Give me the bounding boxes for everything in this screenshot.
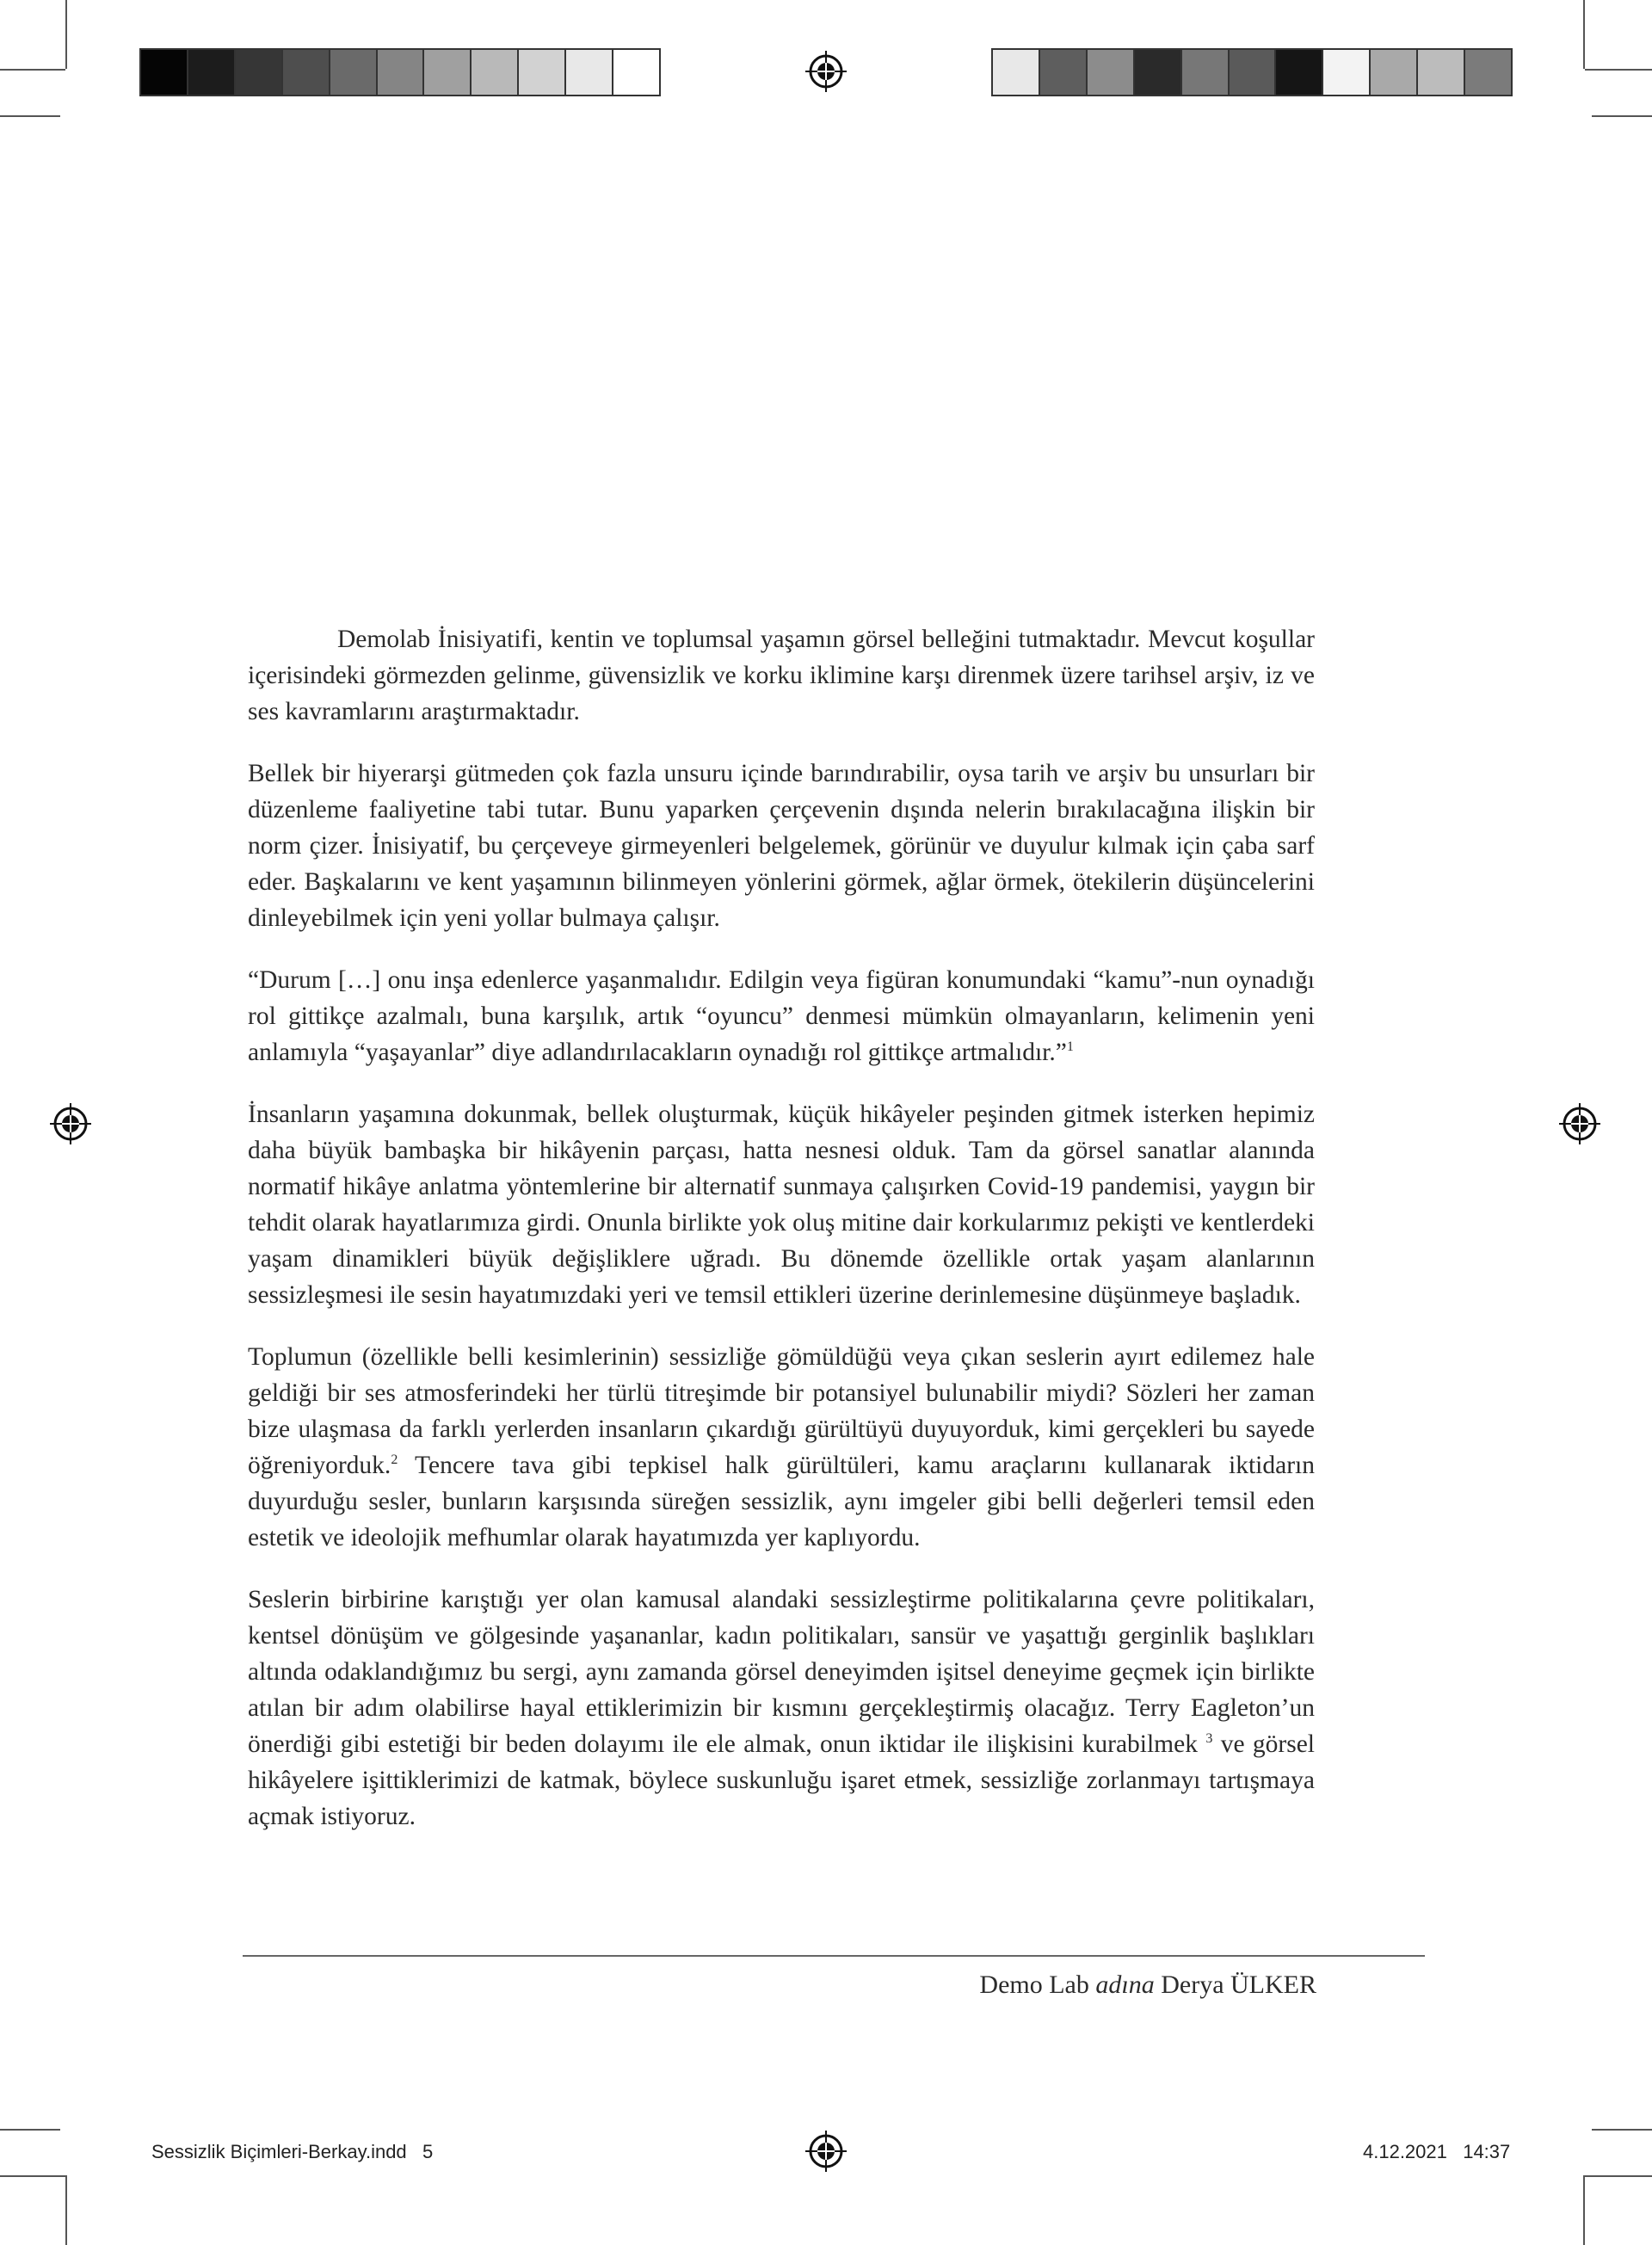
color-swatch xyxy=(424,50,472,95)
color-swatch xyxy=(283,50,330,95)
body-text xyxy=(248,621,1315,1860)
registration-mark-icon xyxy=(1557,1101,1602,1146)
signature xyxy=(979,1967,1316,2003)
separator-rule xyxy=(243,1955,1425,1957)
quote-text: “Durum […] onu inşa edenlerce yaşanmalıdır. Edilgin veya figüran konumundaki “kamu”-nun oynadığı rol gittikçe azalmalı, buna karşılık, artık “oyuncu” denmesi mümkün olmayanların, kelimenin yeni anlamıyla “yaşayanlar” diye adlandırılacakların oynadığı rol gittikçe artmalıdır.” xyxy=(248,966,1315,1066)
color-swatch xyxy=(1371,50,1418,95)
color-swatch xyxy=(566,50,613,95)
color-bar-right xyxy=(991,48,1513,96)
color-swatch xyxy=(1465,50,1511,95)
signature-name: Derya ÜLKER xyxy=(1161,1971,1316,1999)
crop-mark xyxy=(1583,0,1585,69)
paragraph-text: Tencere tava gibi tepkisel halk gürültüleri, kamu araçlarını kullanarak iktidarın duyurduğu sesler, bunların karşısında süreğen sessizlik, aynı imgeler gibi belli değerleri temsil eden estetik ve ideolojik mefhumlar olarak hayatımızda yer kaplıyordu. xyxy=(248,1452,1315,1551)
color-swatch xyxy=(993,50,1040,95)
paragraph: Bellek bir hiyerarşi gütmeden çok fazla unsuru içinde barındırabilir, oysa tarih ve arşiv bu unsurları bir düzenleme faaliyetine tabi tutar. Bunu yaparken çerçevenin dışında nelerin bırakılacağına ilişkin bir norm çizer. İnisiyatif, bu çerçeveye girmeyenleri belgelemek, görünür ve duyulur kılmak için çaba sarf eder. Başkalarını ve kent yaşamının bilinmeyen yönlerini görmek, ağlar örmek, ötekilerin düşüncelerini dinleyebilmek için yeni yollar bulmaya çalışır. xyxy=(248,760,1315,932)
color-bar-left xyxy=(139,48,661,96)
registration-mark-icon xyxy=(804,49,848,94)
registration-mark-icon xyxy=(48,1101,93,1146)
color-swatch xyxy=(519,50,566,95)
crop-mark xyxy=(1585,2175,1652,2177)
color-swatch xyxy=(330,50,378,95)
signature-org: Demo Lab xyxy=(979,1971,1089,1999)
crop-mark xyxy=(65,0,67,69)
paragraph xyxy=(248,1582,1315,1835)
color-swatch xyxy=(236,50,283,95)
crop-mark xyxy=(0,115,60,117)
registration-mark-icon xyxy=(804,2129,848,2174)
signature-on-behalf: adına xyxy=(1095,1971,1155,1999)
footnote-ref: 3 xyxy=(1205,1731,1213,1747)
color-swatch xyxy=(613,50,659,95)
paragraph-text: Seslerin birbirine karıştığı yer olan kamusal alandaki sessizleştirme politikalarına çevre politikaları, kentsel dönüşüm ve gölgesinde yaşananlar, kadın politikaları, sansür ve yaşattığı gerginlik başlıkları altında odaklandığımız bu sergi, aynı zamanda görsel deneyimden işitsel deneyime geçmek için birlikte atılan bir adım olabilirse hayal ettiklerimizin bir kısmını gerçekleştirmiş olacağız. Terry Eagleton’un önerdiği gibi estetiği bir beden dolayımı ile ele almak, onun iktidar ile ilişkisini kurabilmek xyxy=(248,1586,1315,1758)
crop-mark xyxy=(1592,115,1652,117)
paragraph: İnsanların yaşamına dokunmak, bellek oluşturmak, küçük hikâyeler peşinden gitmek isterken hepimiz daha büyük bambaşka bir hikâyenin parçası, hatta nesnesi olduk. Tam da görsel sanatlar alanında normatif hikâye anlatma yöntemlerine bir alternatif sunmaya çalışırken Covid-19 pandemisi, yaygın bir tehdit olarak hayatlarımıza girdi. Onunla birlikte yok oluş mitine dair korkularımız pekişti ve kentlerdeki yaşam dinamikleri büyük değişliklere uğradı. Bu dönemde özellikle ortak yaşam alanlarının sessizleşmesi ile sesin hayatımızdaki yeri ve temsil ettikleri üzerine derinlemesine düşünmeye başladık. xyxy=(248,1101,1315,1309)
crop-mark xyxy=(0,2129,60,2131)
color-swatch xyxy=(1418,50,1465,95)
color-swatch xyxy=(1040,50,1088,95)
color-swatch xyxy=(188,50,236,95)
color-swatch xyxy=(141,50,188,95)
color-swatch xyxy=(378,50,425,95)
crop-mark xyxy=(65,2175,67,2245)
footnote-ref: 1 xyxy=(1066,1039,1074,1055)
color-swatch xyxy=(1088,50,1135,95)
color-swatch xyxy=(1135,50,1182,95)
color-swatch xyxy=(1323,50,1371,95)
color-swatch xyxy=(1182,50,1230,95)
crop-mark xyxy=(0,69,65,71)
footer-filename: Sessizlik Biçimleri-Berkay.indd 5 xyxy=(151,2141,434,2162)
paragraph-text: ve görsel hikâyelere işittiklerimizi de katmak, böylece suskunluğu işaret etmek, sessizliğe zorlanmayı tartışmaya açmak istiyoruz. xyxy=(248,1730,1316,1830)
color-swatch xyxy=(472,50,519,95)
paragraph: Demolab İnisiyatifi, kentin ve toplumsal yaşamın görsel belleğini tutmaktadır. Mevcut koşullar içerisindeki görmezden gelinme, güvensizlik ve korku iklimine karşı direnmek üzere tarihsel arşiv, iz ve ses kavramlarını araştırmaktadır. xyxy=(248,626,1315,725)
crop-mark xyxy=(0,2175,65,2177)
color-swatch xyxy=(1230,50,1277,95)
paragraph xyxy=(248,962,1315,1070)
paragraph xyxy=(248,1339,1315,1556)
footnote-ref: 2 xyxy=(391,1452,398,1468)
crop-mark xyxy=(1583,2175,1585,2245)
footer-datetime: 4.12.2021 14:37 xyxy=(1363,2141,1511,2162)
color-swatch xyxy=(1276,50,1323,95)
crop-mark xyxy=(1592,2129,1652,2131)
paragraph-text: Toplumun (özellikle belli kesimlerinin) sessizliğe gömüldüğü veya çıkan seslerin ayırt edilemez hale geldiği bir ses atmosferindeki her türlü titreşimde bir potansiyel bulunabilir miydi? Sözleri her zaman bize ulaşmasa da farklı yerlerden insanların çıkardığı gürültüyü duyuyorduk, kimi gerçekleri bu sayede öğreniyorduk. xyxy=(248,1343,1315,1479)
crop-mark xyxy=(1585,69,1652,71)
